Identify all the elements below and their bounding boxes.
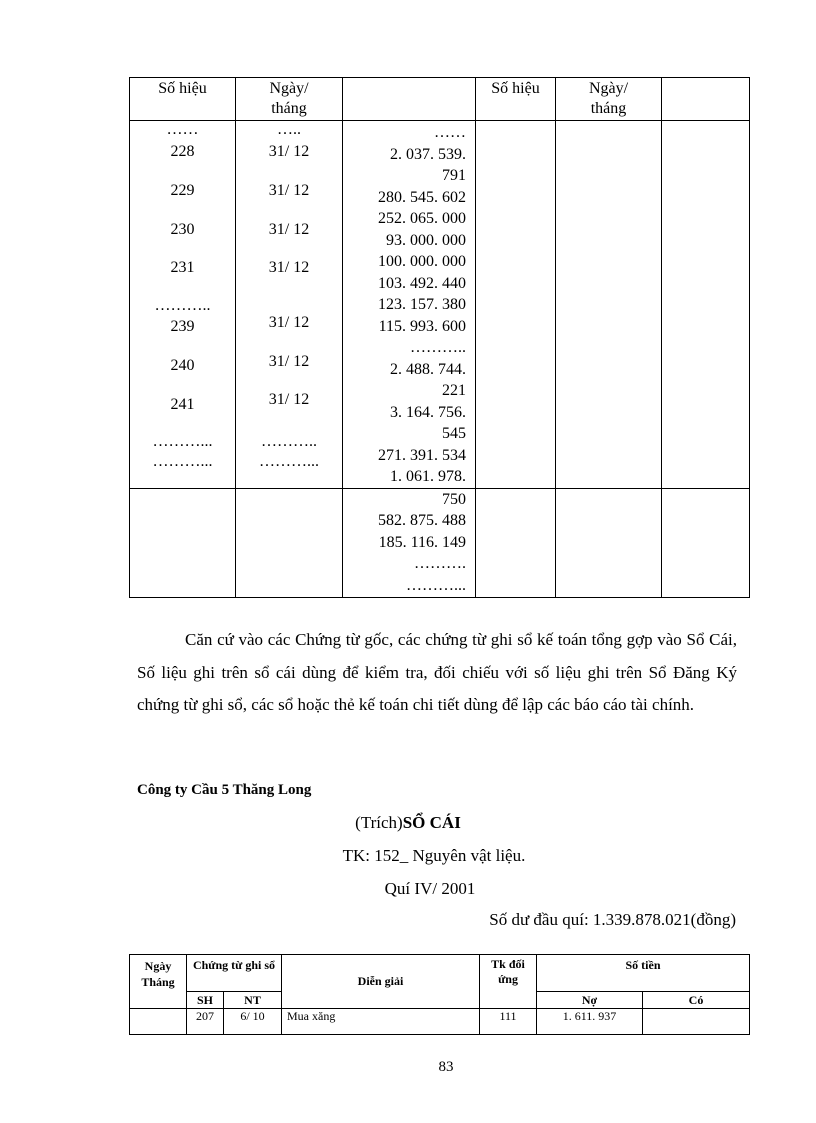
account-line: TK: 152_ Nguyên vật liệu.: [342, 846, 526, 865]
list-item: 230: [170, 221, 195, 238]
list-item: ……: [166, 121, 199, 138]
table-header-row: [130, 955, 750, 992]
body-paragraph: Căn cứ vào các Chứng từ gốc, các chứng từ ghi sổ kế toán tổng gợp vào Sổ Cái, Số liệu ghi trên sổ cái dùng để kiểm tra, đối chiếu với số liệu ghi trên Sổ Đăng Ký chứng từ ghi sổ, các sổ hoặc thẻ kế toán chi tiết dùng để lập các báo cáo tài chính.: [137, 630, 737, 714]
amount-line: 100. 000. 000: [378, 253, 466, 270]
amount-line: 123. 157. 380: [378, 296, 466, 313]
ledger-continuation-table: [129, 77, 750, 598]
amount-line: ………..: [410, 339, 466, 356]
table-body-row-upper: [130, 121, 750, 489]
list-item: 31/ 12: [268, 259, 310, 276]
table-row: [130, 1009, 750, 1035]
row-account: 111: [480, 1009, 537, 1035]
header-blank-2: [662, 78, 749, 79]
header-account: Tk đối ứng: [480, 955, 537, 1009]
list-item: 231: [170, 259, 195, 276]
company-name: Công ty Cầu 5 Thăng Long: [137, 782, 312, 798]
row-description: Mua xăng: [282, 1009, 480, 1035]
list-item: 228: [170, 143, 195, 160]
quarter-line: Quí IV/ 2001: [384, 879, 476, 898]
amount-line: 582. 875. 488: [378, 512, 466, 529]
amount-line: 545: [442, 425, 466, 442]
amount-line: 271. 391. 534: [378, 446, 466, 464]
amount-line: 2. 037. 539.: [390, 145, 466, 163]
row-nt: 6/ 10: [224, 1009, 282, 1035]
voucher-date-cell: [236, 121, 343, 489]
amount-line: ……: [434, 124, 466, 141]
list-item: ………...: [152, 433, 213, 450]
header-credit: Có: [643, 992, 750, 1009]
list-item: 229: [170, 182, 195, 199]
amount-line: ……….: [414, 555, 466, 572]
row-sh: 207: [187, 1009, 224, 1035]
list-item: …..: [277, 121, 301, 138]
amount-line: 3. 164. 756.: [390, 403, 466, 421]
ledger-title: [0, 813, 816, 833]
header-nt: NT: [224, 992, 282, 1009]
ledger-title-prefix: (Trích): [355, 813, 403, 832]
table-header-row: [130, 78, 750, 121]
amount-line: 221: [442, 382, 466, 399]
list-item: ………...: [152, 453, 213, 470]
row-credit: [643, 1009, 750, 1035]
header-voucher: Chứng từ ghi sổ: [187, 955, 282, 992]
list-item: 241: [170, 396, 195, 413]
amount-line: 750: [442, 490, 466, 508]
header-sh: SH: [187, 992, 224, 1009]
list-item: 31/ 12: [268, 353, 310, 370]
list-item: ………...: [259, 453, 319, 470]
amount-cell-upper: [343, 121, 476, 489]
header-blank: [343, 78, 475, 79]
general-ledger-table: [129, 954, 750, 1035]
list-item: 240: [170, 357, 195, 374]
header-so-hieu: Số hiệu: [158, 80, 207, 97]
amount-line: 280. 545. 602: [378, 188, 466, 206]
list-item: 31/ 12: [268, 143, 310, 160]
amount-line: 2. 488. 744.: [390, 360, 466, 378]
header-description: Diễn giải: [282, 955, 480, 1009]
list-item: ………..: [154, 297, 211, 314]
amount-cell-lower: [343, 488, 476, 597]
list-item: 31/ 12: [268, 221, 310, 238]
header-amount: Số tiền: [537, 955, 750, 992]
ledger-title-main: SỔ CÁI: [402, 813, 461, 832]
amount-line: ………...: [406, 576, 466, 594]
list-item: 31/ 12: [268, 391, 310, 408]
header-date: Ngày Tháng: [130, 955, 187, 1009]
amount-line: 115. 993. 600: [378, 317, 466, 335]
table-body-row-lower: [130, 488, 750, 597]
list-item: 31/ 12: [268, 182, 310, 199]
row-debit: 1. 611. 937: [537, 1009, 643, 1035]
amount-line: 252. 065. 000: [378, 210, 466, 227]
amount-line: 185. 116. 149: [378, 533, 466, 551]
header-debit: Nợ: [537, 992, 643, 1009]
amount-line: 103. 492. 440: [378, 274, 466, 292]
amount-line: 791: [442, 167, 466, 184]
header-ngay-thang-2: Ngày/ tháng: [588, 80, 629, 117]
row-date: [130, 1009, 187, 1035]
opening-balance: Số dư đầu quí: 1.339.878.021(đồng): [489, 910, 736, 929]
list-item: 239: [170, 318, 195, 335]
list-item: 31/ 12: [268, 314, 310, 331]
amount-line: 1. 061. 978.: [390, 468, 466, 485]
header-so-hieu-2: Số hiệu: [491, 80, 540, 97]
voucher-number-cell: [130, 121, 236, 489]
list-item: ………..: [261, 433, 317, 450]
page-number: 83: [438, 1059, 454, 1075]
header-ngay-thang: Ngày/ tháng: [269, 80, 309, 117]
amount-line: 93. 000. 000: [386, 231, 466, 249]
